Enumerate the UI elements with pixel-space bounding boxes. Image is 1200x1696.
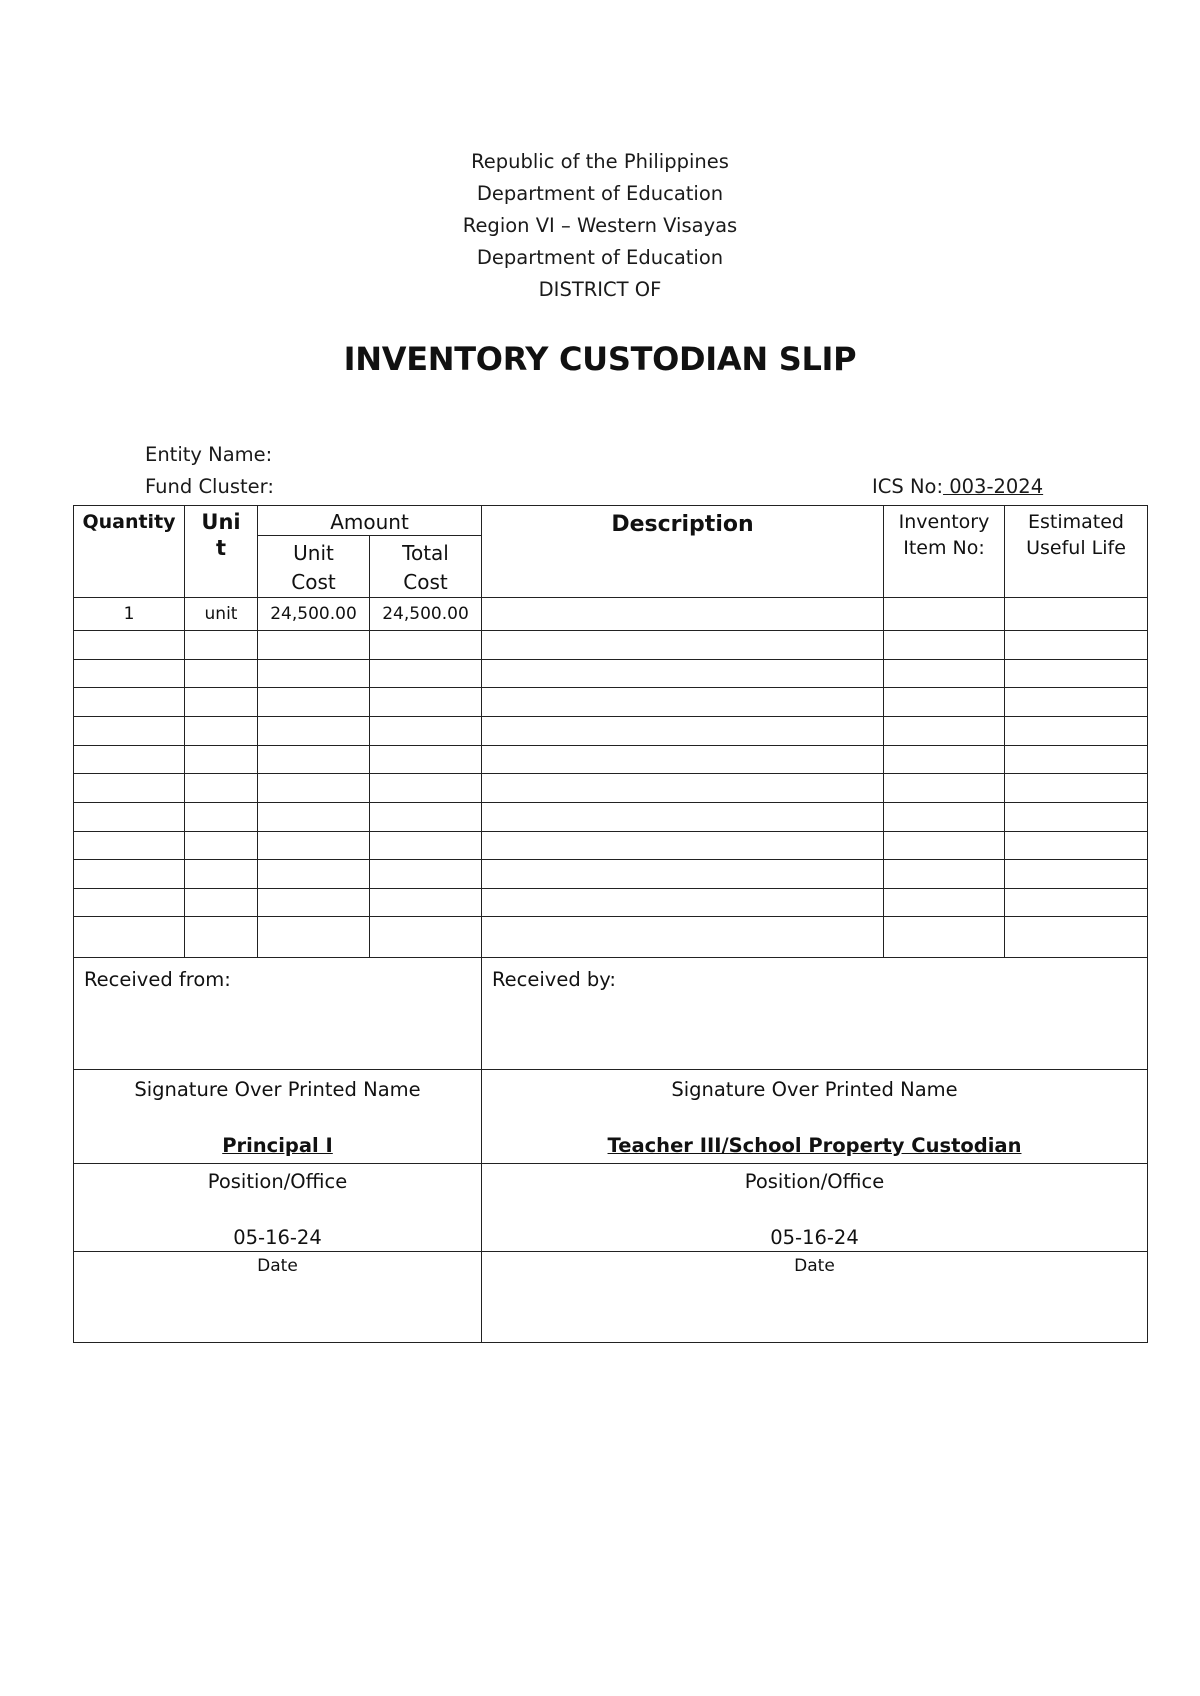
cell-unit-cost: 24,500.00 <box>258 598 370 631</box>
header-quantity-text: Quantity <box>82 511 176 533</box>
header-unit <box>185 506 258 598</box>
header-department: Department of Education <box>476 182 724 205</box>
header-department-2: Department of Education <box>476 246 724 269</box>
table-row <box>74 688 1148 717</box>
left-date-label: Date <box>257 1256 298 1276</box>
header-description-text: Description <box>611 512 754 537</box>
header-amount-text: Amount <box>330 510 409 534</box>
header-unit-cost-line1: Unit <box>293 541 334 565</box>
received-from-cell <box>74 958 482 1070</box>
left-position-cell <box>74 1164 482 1252</box>
cell-quantity: 1 <box>74 598 185 631</box>
header-quantity <box>74 506 185 598</box>
header-unit-cost <box>258 536 370 598</box>
received-from-label: Received from: <box>84 968 231 991</box>
header-description <box>482 506 884 598</box>
cell-item-no <box>884 598 1005 631</box>
ics-number <box>872 475 1043 498</box>
header-total-cost <box>370 536 482 598</box>
header-useful-line2: Useful Life <box>1026 537 1126 559</box>
header-inventory-item-no <box>884 506 1005 598</box>
header-unit-cost-line2: Cost <box>291 570 336 594</box>
table-row <box>74 746 1148 774</box>
header-total-cost-line2: Cost <box>403 570 448 594</box>
table-row <box>74 803 1148 832</box>
cell-unit: unit <box>185 598 258 631</box>
table-row <box>74 832 1148 860</box>
right-signature-cell <box>482 1070 1148 1164</box>
left-position-name: Principal I <box>222 1134 333 1157</box>
cell-description <box>482 598 884 631</box>
header-amount <box>258 506 482 536</box>
table-row <box>74 774 1148 803</box>
right-signature-label: Signature Over Printed Name <box>671 1078 958 1101</box>
table-row <box>74 917 1148 958</box>
header-useful-life <box>1005 506 1148 598</box>
received-by-cell <box>482 958 1148 1070</box>
table-row <box>74 660 1148 688</box>
fund-cluster-label: Fund Cluster: <box>145 475 274 498</box>
right-date-label: Date <box>794 1256 835 1276</box>
header-unit-line2: t <box>215 536 227 560</box>
entity-name-label: Entity Name: <box>145 443 273 466</box>
inventory-table <box>73 505 1148 1343</box>
document-header <box>0 146 1200 306</box>
document-title: INVENTORY CUSTODIAN SLIP <box>343 340 857 378</box>
left-position-office-label: Position/Office <box>207 1170 348 1193</box>
cell-total-cost: 24,500.00 <box>370 598 482 631</box>
table-row <box>74 889 1148 917</box>
left-signature-label: Signature Over Printed Name <box>134 1078 421 1101</box>
table-row <box>74 860 1148 889</box>
left-date-value: 05-16-24 <box>233 1226 322 1249</box>
right-position-office-label: Position/Office <box>744 1170 885 1193</box>
right-date-cell <box>482 1252 1148 1343</box>
table-row <box>74 631 1148 660</box>
header-inventory-line2: Item No: <box>903 537 985 559</box>
ics-label: ICS No: <box>872 475 944 498</box>
header-district: DISTRICT OF <box>538 278 662 301</box>
ics-value: 003-2024 <box>943 475 1044 498</box>
table-row <box>74 598 1148 631</box>
right-position-name: Teacher III/School Property Custodian <box>607 1134 1022 1157</box>
cell-useful-life <box>1005 598 1148 631</box>
left-date-cell <box>74 1252 482 1343</box>
header-republic: Republic of the Philippines <box>471 150 729 173</box>
received-by-label: Received by: <box>492 968 616 991</box>
header-region: Region VI – Western Visayas <box>462 214 738 237</box>
right-date-value: 05-16-24 <box>770 1226 859 1249</box>
header-unit-line1: Uni <box>201 510 241 534</box>
header-total-cost-line1: Total <box>402 541 449 565</box>
header-inventory-line1: Inventory <box>898 511 990 533</box>
left-signature-cell <box>74 1070 482 1164</box>
right-position-cell <box>482 1164 1148 1252</box>
table-row <box>74 717 1148 746</box>
header-useful-line1: Estimated <box>1028 511 1124 533</box>
